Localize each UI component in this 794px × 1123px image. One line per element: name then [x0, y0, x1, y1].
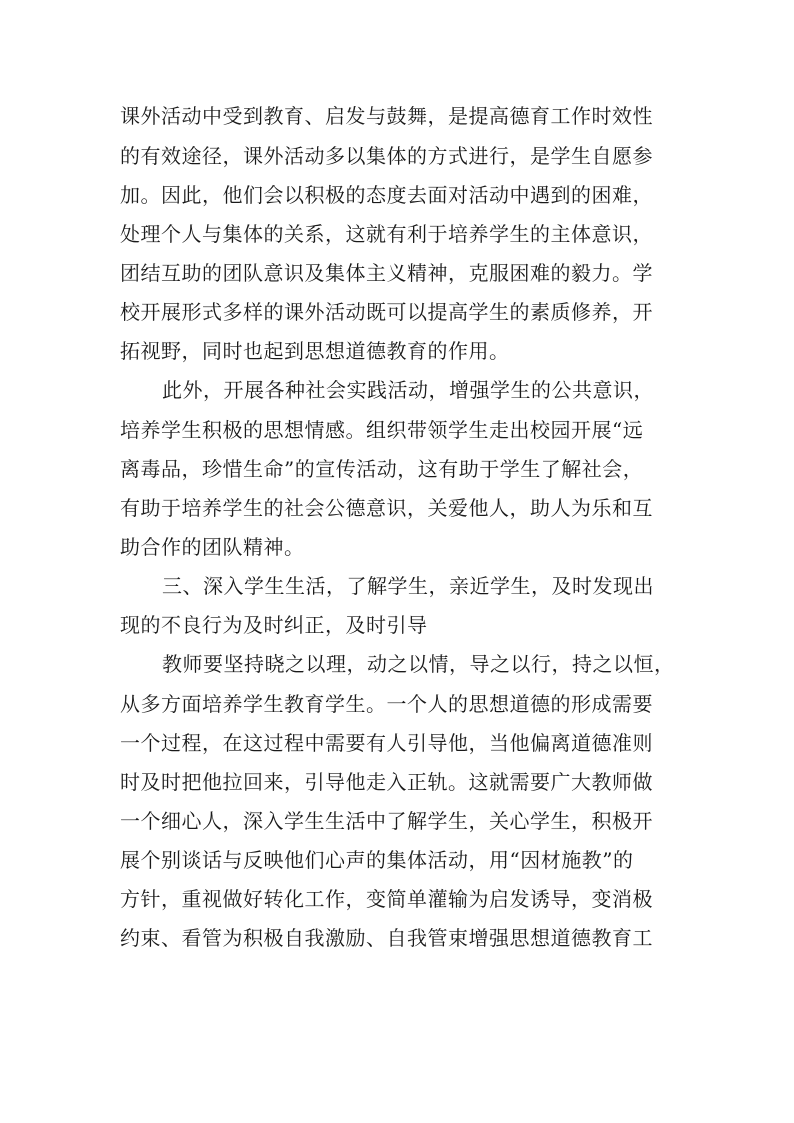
text-line: 时及时把他拉回来，引导他走入正轨。这就需要广大教师做: [120, 770, 653, 794]
text-line: 展个别谈话与反映他们心声的集体活动，用“因材施教”的: [120, 848, 634, 872]
text-line: 有助于培养学生的社会公德意识，关爱他人，助人为乐和互: [120, 496, 653, 520]
text-line: 一个过程，在这过程中需要有人引导他，当他偏离道德准则: [120, 731, 653, 755]
paragraph-first-line: 此外，开展各种社会实践活动，增强学生的公共意识，: [162, 378, 654, 402]
section-heading-continued: 现的不良行为及时纠正，及时引导: [120, 613, 428, 637]
text-line: 方针，重视做好转化工作，变简单灌输为启发诱导，变消极: [120, 887, 653, 911]
paragraph-first-line: 教师要坚持晓之以理，动之以情，导之以行，持之以恒，: [162, 652, 675, 676]
text-line: 校开展形式多样的课外活动既可以提高学生的素质修养，开: [120, 300, 653, 324]
text-line: 培养学生积极的思想情感。组织带领学生走出校园开展“远: [120, 418, 644, 442]
text-line: 课外活动中受到教育、启发与鼓舞，是提高德育工作时效性: [120, 104, 653, 128]
text-line: 处理个人与集体的关系，这就有利于培养学生的主体意识，: [120, 222, 653, 246]
text-line: 助合作的团队精神。: [120, 535, 305, 559]
text-line: 从多方面培养学生教育学生。一个人的思想道德的形成需要: [120, 692, 653, 716]
section-heading: 三、深入学生生活，了解学生，亲近学生，及时发现出: [162, 574, 654, 598]
text-line: 拓视野，同时也起到思想道德教育的作用。: [120, 339, 510, 363]
text-line: 的有效途径，课外活动多以集体的方式进行，是学生自愿参: [120, 144, 653, 168]
text-line: 一个细心人，深入学生生活中了解学生，关心学生，积极开: [120, 809, 653, 833]
text-line: 离毒品，珍惜生命”的宣传活动，这有助于学生了解社会，: [120, 457, 644, 481]
text-line: 团结互助的团队意识及集体主义精神，克服困难的毅力。学: [120, 261, 653, 285]
text-line: 加。因此，他们会以积极的态度去面对活动中遇到的困难，: [120, 183, 653, 207]
text-line: 约束、看管为积极自我激励、自我管束增强思想道德教育工: [120, 926, 653, 950]
